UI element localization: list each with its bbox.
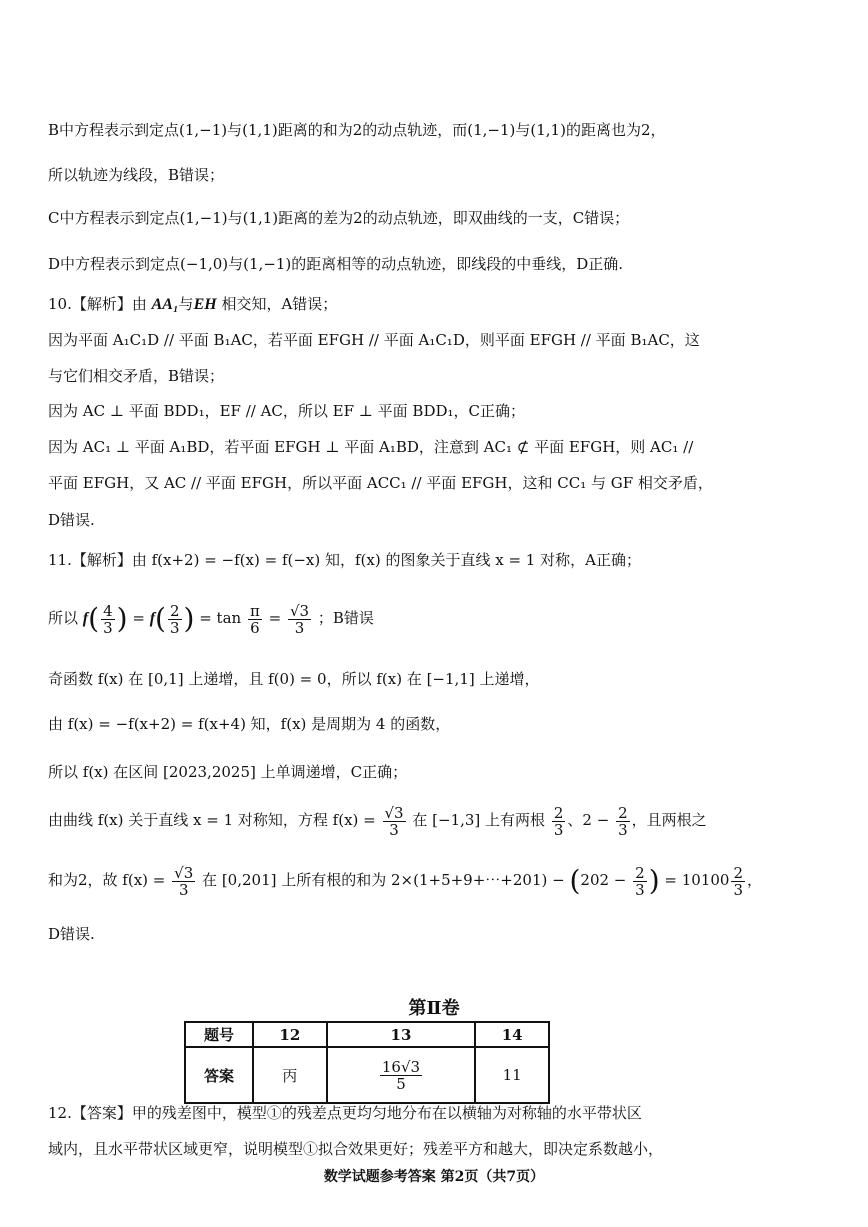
answer-table: [184, 1021, 550, 1104]
text-line-15: 由 f(x) = −f(x+2) = f(x+4) 知，f(x) 是周期为 4 的函数，: [48, 715, 451, 733]
text-line-13: 所以 f( $\frac{4}{3}$ ) = f( $\frac{2}{3}$ ) = tan $\frac{\pi}{6}$ = $\frac{√3}{3}$ ；B错误: [48, 601, 374, 637]
text-line-6: 因为平面 A₁C₁D // 平面 B₁AC，若平面 EFGH // 平面 A₁C₁D，则平面 EFGH // 平面 B₁AC，这: [48, 331, 700, 349]
table-row: [185, 1047, 549, 1103]
math-eh: EH: [193, 296, 217, 313]
math-aa1: AA₁: [151, 296, 179, 313]
text-line-1: B中方程表示到定点(1,−1)与(1,1)距离的和为2的动点轨迹，而(1,−1)与(1,1)的距离也为2，: [48, 121, 666, 139]
text-line-17: 由曲线 f(x) 关于直线 x = 1 对称知，方程 f(x) = $\frac{√3}{3}$ 在 [−1,3] 上有两根 $\frac{2}{3}$ 、2 − $\frac{2}{3}$ ，且两根之: [48, 803, 707, 839]
frac-sqrt3-3-c: $\frac{√3}{3}$: [174, 863, 194, 899]
text-line-19: D错误.: [48, 925, 95, 943]
text-line-18: 和为2，故 f(x) = $\frac{√3}{3}$ 在 [0,201] 上所有根的和为 2×(1+5+9+⋯+201) − (202 − $\frac{2}{3}$ ) = 10100 $\frac{2}{3}$ ，: [48, 863, 763, 899]
frac-16sqrt3-5: $\frac{16√3}{5}$: [381, 1057, 421, 1093]
l13-prefix: 所以: [48, 609, 79, 627]
q10-prefix: 10.【解析】由: [48, 295, 152, 313]
word-yu: 与: [178, 295, 194, 313]
text-line-20: 12.【答案】甲的残差图中，模型①的残差点更均匀地分布在以横轴为对称轴的水平带状区: [48, 1104, 642, 1122]
text-line-16: 所以 f(x) 在区间 [2023,2025] 上单调递增，C正确；: [48, 763, 408, 781]
frac-2-3-c: $\frac{2}{3}$: [618, 803, 628, 839]
text-line-2: 所以轨迹为线段，B错误；: [48, 166, 225, 184]
frac-2-3: $\frac{2}{3}$: [169, 601, 180, 637]
text-line-10: 平面 EFGH，又 AC // 平面 EFGH，所以平面 ACC₁ // 平面 EFGH，这和 CC₁ 与 GF 相交矛盾，: [48, 474, 713, 492]
frac-sqrt3-3: $\frac{√3}{3}$: [289, 601, 310, 637]
table-cell: [327, 1047, 476, 1103]
table-header-cell: 12: [253, 1022, 327, 1047]
text-line-12: 11.【解析】由 f(x+2) = −f(x) = f(−x) 知，f(x) 的图象关于直线 x = 1 对称，A正确；: [48, 551, 641, 569]
page-footer: 数学试题参考答案 第2页（共7页）: [323, 1169, 545, 1185]
text-line-7: 与它们相交矛盾，B错误；: [48, 367, 225, 385]
table-header-cell: 14: [475, 1022, 549, 1047]
text-line-4: D中方程表示到定点(−1,0)与(1,−1)的距离相等的动点轨迹，即线段的中垂线，D正确.: [48, 255, 624, 273]
section-title: 第Ⅱ卷: [408, 998, 460, 1019]
table-header-cell: 题号: [185, 1022, 253, 1047]
frac-pi-6: $\frac{\pi}{6}$: [249, 601, 260, 637]
text-line-5: [48, 292, 838, 317]
table-cell: 丙: [253, 1047, 327, 1103]
l13-f1: f: [82, 610, 89, 627]
frac-2-3-b: $\frac{2}{3}$: [553, 803, 564, 839]
text-line-3: C中方程表示到定点(1,−1)与(1,1)距离的差为2的动点轨迹，即双曲线的一支，C错误；: [48, 209, 630, 227]
text-line-8: 因为 AC ⊥ 平面 BDD₁，EF // AC，所以 EF ⊥ 平面 BDD₁，C正确；: [48, 402, 525, 420]
table-row: [185, 1022, 549, 1047]
frac-2-3-e: $\frac{2}{3}$: [733, 863, 744, 899]
frac-4-3: $\frac{4}{3}$: [103, 601, 113, 637]
frac-2-3-d: $\frac{2}{3}$: [635, 863, 645, 899]
l13-f2: f: [149, 610, 156, 627]
text-line-9: 因为 AC₁ ⊥ 平面 A₁BD，若平面 EFGH ⊥ 平面 A₁BD，注意到 AC₁ ⊄ 平面 EFGH，则 AC₁ //: [48, 438, 694, 456]
q10-suffix: 相交知，A错误；: [216, 295, 338, 313]
text-line-21: 域内，且水平带状区域更窄，说明模型①拟合效果更好；残差平方和越大，即决定系数越小，: [48, 1140, 664, 1158]
table-row-label: 答案: [185, 1047, 253, 1103]
text-line-14: 奇函数 f(x) 在 [0,1] 上递增，且 f(0) = 0，所以 f(x) 在 [−1,1] 上递增，: [48, 670, 540, 688]
table-header-cell: 13: [327, 1022, 476, 1047]
frac-sqrt3-3-b: $\frac{√3}{3}$: [384, 803, 404, 839]
table-cell: 11: [475, 1047, 549, 1103]
text-line-11: D错误.: [48, 511, 95, 529]
